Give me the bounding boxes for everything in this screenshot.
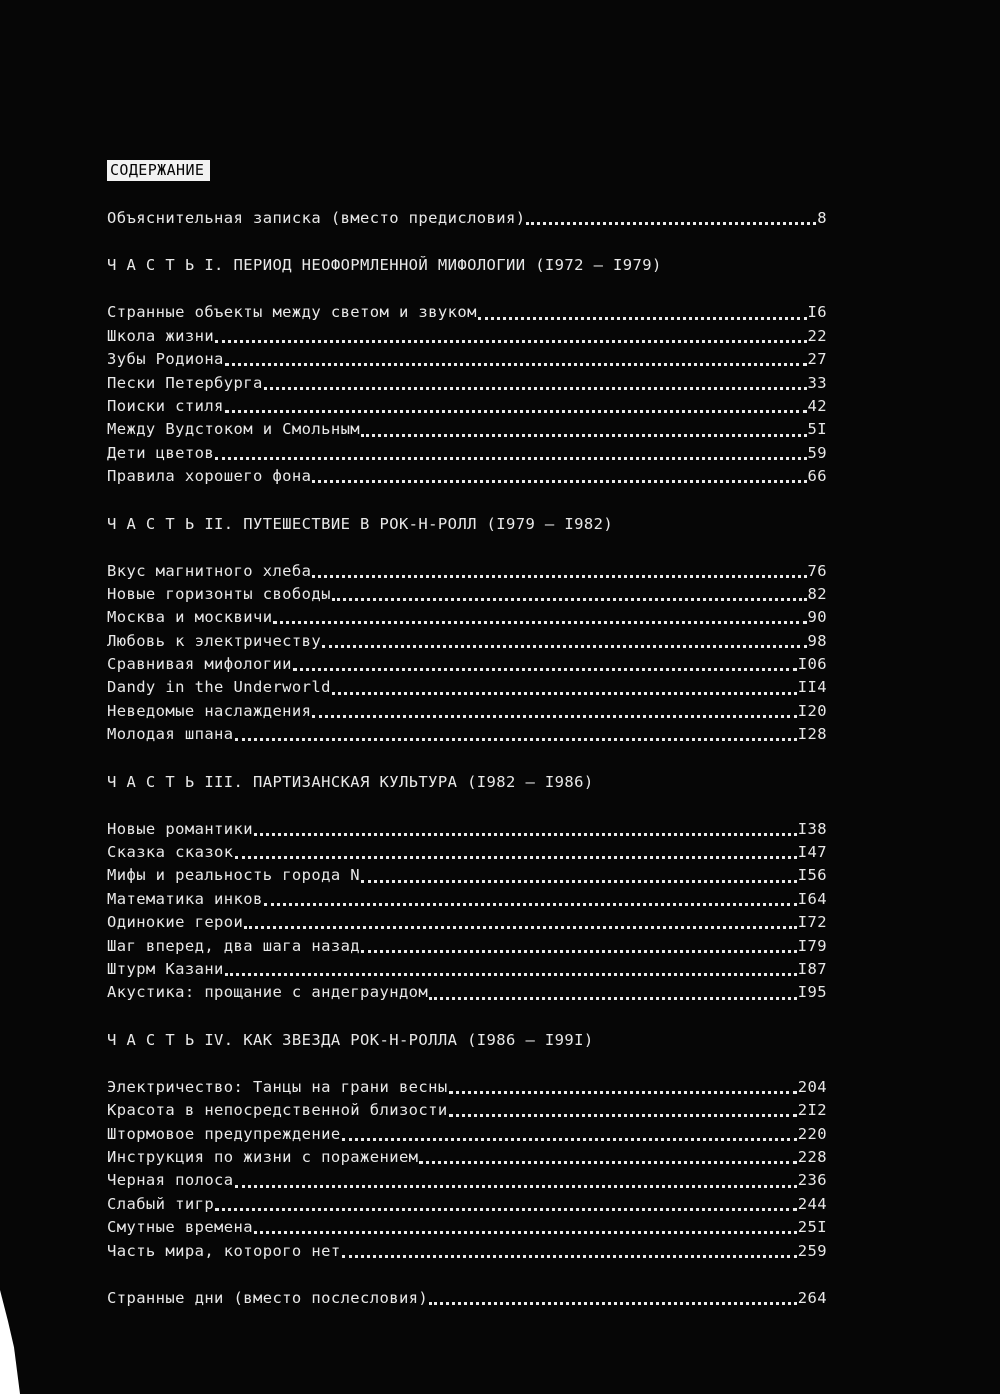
entry-page: 228 (797, 1147, 827, 1166)
dot-leader (449, 1091, 797, 1094)
toc-entry (107, 372, 827, 395)
toc-parts (107, 254, 827, 1263)
part-heading: Ч А С Т Ь II. ПУТЕШЕСТВИЕ В РОК-Н-РОЛЛ (I979 — I982) (107, 514, 614, 533)
chapter-list (107, 818, 827, 1005)
toc-entry (107, 1193, 827, 1216)
toc-entry (107, 723, 827, 746)
entry-page: 236 (797, 1171, 827, 1190)
entry-page: 244 (797, 1194, 827, 1213)
entry-page: I47 (797, 843, 827, 862)
dot-leader (264, 387, 807, 390)
dot-leader (293, 668, 797, 671)
toc-entry (107, 958, 827, 981)
dot-leader (215, 457, 806, 460)
entry-page: 33 (807, 373, 827, 392)
toc-entry (107, 1169, 827, 1192)
toc-entry (107, 583, 827, 606)
entry-page: 98 (807, 631, 827, 650)
entry-title: Электричество: Танцы на грани весны (107, 1077, 448, 1096)
entry-page: I28 (797, 725, 827, 744)
dot-leader (312, 480, 806, 483)
entry-title: Новые горизонты свободы (107, 584, 331, 603)
dot-leader (361, 950, 797, 953)
dot-leader (254, 1231, 797, 1234)
entry-page: 82 (807, 584, 827, 603)
toc-entry (107, 465, 827, 488)
toc-entry (107, 935, 827, 958)
entry-title: Инструкция по жизни с поражением (107, 1147, 419, 1166)
toc-entry (107, 1216, 827, 1239)
toc-entry (107, 418, 827, 441)
entry-title: Правила хорошего фона (107, 467, 312, 486)
entry-page: 204 (797, 1077, 827, 1096)
entry-page: I79 (797, 936, 827, 955)
entry-title: Москва и москвичи (107, 608, 273, 627)
dot-leader (225, 363, 807, 366)
entry-title: Между Вудстоком и Смольным (107, 420, 361, 439)
entry-page: 27 (807, 350, 827, 369)
toc-entry (107, 1076, 827, 1099)
toc-entry (107, 606, 827, 629)
entry-title: Шаг вперед, два шага назад (107, 936, 361, 955)
dot-leader (235, 738, 797, 741)
toc-entry (107, 348, 827, 371)
entry-page: I6 (807, 303, 827, 322)
entry-title: Черная полоса (107, 1171, 234, 1190)
entry-page: I06 (797, 655, 827, 674)
entry-page: 25I (797, 1218, 827, 1237)
entry-title: Новые романтики (107, 819, 253, 838)
dot-leader (273, 621, 806, 624)
chapter-list (107, 560, 827, 747)
entry-title: Дети цветов (107, 443, 215, 462)
toc-entry (107, 630, 827, 653)
toc-entry-outro (107, 1287, 827, 1310)
dot-leader (361, 880, 797, 883)
entry-page: I56 (797, 866, 827, 885)
entry-page: 220 (797, 1124, 827, 1143)
dot-leader (254, 833, 797, 836)
entry-title: Часть мира, которого нет (107, 1241, 341, 1260)
dot-leader (215, 1208, 797, 1211)
entry-page: I38 (797, 819, 827, 838)
part-heading: Ч А С Т Ь IV. КАК ЗВЕЗДА РОК-Н-РОЛЛА (I986 — I99I) (107, 1030, 594, 1049)
dot-leader (332, 598, 807, 601)
dot-leader (235, 1185, 797, 1188)
entry-title: Мифы и реальность города N (107, 866, 361, 885)
entry-title: Школа жизни (107, 326, 215, 345)
toc-entry (107, 395, 827, 418)
toc-entry (107, 818, 827, 841)
dot-leader (225, 973, 797, 976)
entry-page: II4 (797, 678, 827, 697)
entry-title: Штормовое предупреждение (107, 1124, 341, 1143)
entry-title: Странные объекты между светом и звуком (107, 303, 477, 322)
dot-leader (361, 434, 807, 437)
toc-entry (107, 888, 827, 911)
entry-title: Одинокие герои (107, 913, 244, 932)
dot-leader (478, 317, 807, 320)
entry-page: I87 (797, 959, 827, 978)
torn-paper-edge (0, 1290, 20, 1394)
entry-page: 66 (807, 467, 827, 486)
toc-title: СОДЕРЖАНИЕ (107, 160, 210, 181)
part-heading: Ч А С Т Ь I. ПЕРИОД НЕОФОРМЛЕННОЙ МИФОЛОГИИ (I972 — I979) (107, 256, 662, 275)
entry-title: Любовь к электричеству (107, 631, 322, 650)
toc-entry (107, 325, 827, 348)
entry-page: 59 (807, 443, 827, 462)
entry-page: I20 (797, 701, 827, 720)
entry-title: Молодая шпана (107, 725, 234, 744)
entry-title: Dandy in the Underworld (107, 678, 331, 697)
toc-entry (107, 1099, 827, 1122)
chapter-list (107, 1076, 827, 1263)
toc-entry (107, 301, 827, 324)
entry-title: Неведомые наслаждения (107, 701, 312, 720)
entry-page: 42 (807, 396, 827, 415)
entry-page: 90 (807, 608, 827, 627)
toc-entry (107, 1240, 827, 1263)
dot-leader (235, 856, 797, 859)
dot-leader (312, 575, 806, 578)
dot-leader (312, 715, 796, 718)
entry-title: Красота в непосредственной близости (107, 1101, 448, 1120)
entry-page: I95 (797, 983, 827, 1002)
entry-title: Слабый тигр (107, 1194, 215, 1213)
entry-page: 264 (797, 1288, 827, 1307)
entry-title: Странные дни (вместо послесловия) (107, 1288, 429, 1307)
chapter-list (107, 301, 827, 488)
dot-leader (429, 1302, 797, 1305)
entry-page: 8 (817, 209, 827, 227)
part-heading: Ч А С Т Ь III. ПАРТИЗАНСКАЯ КУЛЬТУРА (I982 — I986) (107, 772, 594, 791)
entry-page: 76 (807, 561, 827, 580)
entry-page: 22 (807, 326, 827, 345)
toc-entry (107, 1123, 827, 1146)
toc-entry (107, 864, 827, 887)
entry-title: Сказка сказок (107, 843, 234, 862)
entry-title: Вкус магнитного хлеба (107, 561, 312, 580)
entry-title: Штурм Казани (107, 959, 224, 978)
entry-title: Зубы Родиона (107, 350, 224, 369)
dot-leader (429, 997, 797, 1000)
entry-title: Смутные времена (107, 1218, 253, 1237)
dot-leader (332, 692, 797, 695)
toc-entry (107, 1146, 827, 1169)
entry-title: Пески Петербурга (107, 373, 263, 392)
dot-leader (449, 1114, 797, 1117)
entry-title: Математика инков (107, 889, 263, 908)
entry-page: I72 (797, 913, 827, 932)
entry-page: 259 (797, 1241, 827, 1260)
dot-leader (342, 1138, 797, 1141)
entry-title: Акустика: прощание с андеграундом (107, 983, 429, 1002)
entry-page: 2I2 (797, 1101, 827, 1120)
entry-title: Сравнивая мифологии (107, 655, 292, 674)
dot-leader (244, 926, 797, 929)
dot-leader (419, 1161, 796, 1164)
dot-leader (342, 1255, 797, 1258)
table-of-contents (107, 160, 827, 1310)
entry-page: I64 (797, 889, 827, 908)
toc-entry (107, 841, 827, 864)
toc-entry (107, 911, 827, 934)
toc-entry (107, 560, 827, 583)
dot-leader (264, 903, 797, 906)
toc-entry (107, 676, 827, 699)
toc-entry (107, 653, 827, 676)
dot-leader (322, 645, 806, 648)
dot-leader (526, 222, 816, 225)
toc-entry (107, 981, 827, 1004)
entry-title: Поиски стиля (107, 396, 224, 415)
entry-page: 5I (807, 420, 827, 439)
dot-leader (215, 340, 806, 343)
entry-title: Объяснительная записка (вместо предисловия) (107, 209, 526, 227)
toc-entry (107, 442, 827, 465)
toc-entry (107, 700, 827, 723)
toc-entry-intro (107, 207, 827, 230)
dot-leader (225, 410, 807, 413)
